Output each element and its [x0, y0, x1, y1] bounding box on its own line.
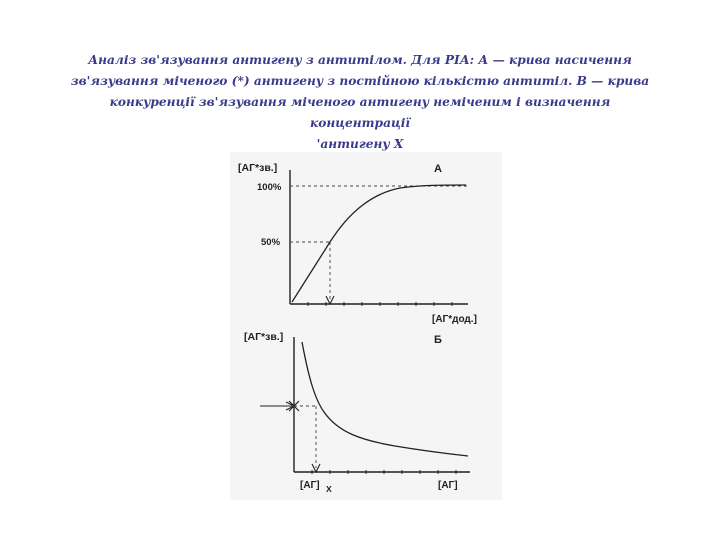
graph-a	[238, 162, 477, 325]
graph-a-y-label: [АГ*зв.]	[238, 162, 278, 174]
caption-line-2: зв'язування міченого (*) антигену з постійною кількістю антитіл. В — крива	[70, 74, 650, 88]
graph-a-x-label: [АГ*дод.]	[432, 314, 477, 325]
graph-a-saturation-curve	[292, 185, 466, 302]
graph-a-tick-50: 50%	[261, 237, 281, 248]
graph-b-x-label: [АГ]	[438, 480, 458, 491]
graph-b-competition-curve	[302, 342, 468, 456]
graph-b-x-marker-sub: Х	[326, 484, 332, 494]
figure-caption	[60, 50, 660, 155]
caption-line-4: 'антигену Х	[316, 137, 404, 151]
graph-b-x-marker-label: [АГ]	[300, 480, 320, 491]
graph-b	[244, 331, 470, 494]
graph-b-panel-letter: Б	[434, 334, 442, 346]
graph-a-tick-100: 100%	[257, 182, 282, 193]
diagram-svg	[230, 152, 502, 500]
graph-b-y-label: [АГ*зв.]	[244, 331, 284, 343]
graph-a-panel-letter: А	[434, 163, 442, 175]
caption-line-3: конкуренції зв'язування міченого антигену неміченим і визначення концентрації	[109, 95, 611, 130]
diagram-panel	[230, 152, 502, 500]
caption-line-1: Аналіз зв'язування антигену з антитілом. Для РІА: А — крива насичення	[88, 53, 632, 67]
